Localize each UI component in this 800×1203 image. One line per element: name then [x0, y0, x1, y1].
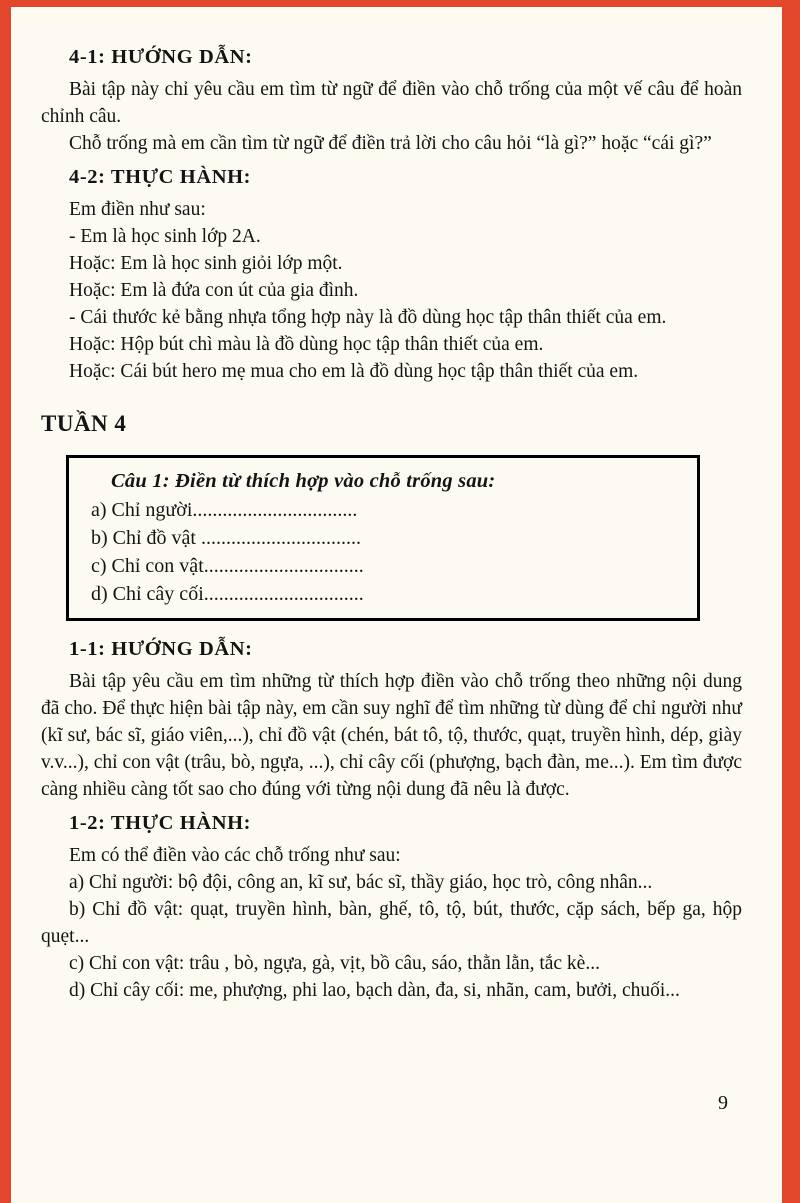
exercise-item: a) Chỉ người................................. — [91, 499, 358, 521]
week-title: TUẦN 4 — [41, 411, 127, 436]
answer-item: c) Chỉ con vật: trâu , bò, ngựa, gà, vịt, bồ câu, sáo, thằn lằn, tắc kè... — [69, 953, 600, 974]
section-4-1-heading: 4-1: HƯỚNG DẪN: — [69, 46, 253, 68]
paragraph: Em có thể điền vào các chỗ trống như sau: — [69, 845, 401, 866]
section-1-2-heading: 1-2: THỰC HÀNH: — [69, 812, 252, 834]
page-number: 9 — [718, 1092, 728, 1114]
exercise-item: c) Chỉ con vật................................ — [91, 555, 364, 577]
book-page — [11, 7, 782, 1203]
section-4-2-heading: 4-2: THỰC HÀNH: — [69, 166, 252, 188]
answer-item: d) Chỉ cây cối: me, phượng, phi lao, bạch dàn, đa, si, nhãn, cam, bưởi, chuối... — [69, 980, 680, 1001]
paragraph: Chỗ trống mà em cần tìm từ ngữ để điền trả lời cho câu hỏi “là gì?” hoặc “cái gì?” — [69, 133, 712, 154]
exercise-box-title: Câu 1: Điền từ thích hợp vào chỗ trống sau: — [111, 470, 496, 492]
paragraph: - Cái thước kẻ bằng nhựa tổng hợp này là đồ dùng học tập thân thiết của em. — [69, 307, 667, 328]
answer-item: b) Chỉ đồ vật: quạt, truyền hình, bàn, ghế, tô, tộ, bút, thước, cặp sách, bếp ga, hộp quẹt... — [41, 899, 742, 947]
paragraph: Bài tập này chỉ yêu cầu em tìm từ ngữ để điền vào chỗ trống của một vế câu để hoàn chỉnh câu. — [41, 79, 742, 127]
paragraph: Hoặc: Em là đứa con út của gia đình. — [69, 280, 359, 301]
paragraph: Hoặc: Cái bút hero mẹ mua cho em là đồ dùng học tập thân thiết của em. — [69, 361, 639, 382]
section-1-1-heading: 1-1: HƯỚNG DẪN: — [69, 638, 253, 660]
answer-item: a) Chỉ người: bộ đội, công an, kĩ sư, bác sĩ, thầy giáo, học trò, công nhân... — [69, 872, 653, 893]
paragraph: Em điền như sau: — [69, 199, 206, 220]
paragraph: Hoặc: Em là học sinh giỏi lớp một. — [69, 253, 343, 274]
exercise-box — [66, 455, 700, 621]
exercise-item: d) Chỉ cây cối................................ — [91, 583, 364, 605]
paragraph: Bài tập yêu cầu em tìm những từ thích hợp điền vào chỗ trống theo những nội dung đã cho. Để thực hiện bài tập này, em cần suy nghĩ để tìm những từ dùng để chỉ người như (kĩ sư, bác sĩ, giáo viên,...), chỉ đồ vật (chén, bát tô, tộ, thước, quạt, truyền hình, dép, giày v.v...), chỉ con vật (trâu, bò, ngựa, ...), chỉ cây cối (phượng, bạch đàn, me...). Em tìm được càng nhiều càng tốt sao cho đúng với từng nội dung đã nêu là được. — [41, 671, 742, 800]
exercise-item: b) Chỉ đồ vật ................................ — [91, 527, 361, 549]
paragraph: Hoặc: Hộp bút chì màu là đồ dùng học tập thân thiết của em. — [69, 334, 544, 355]
paragraph: - Em là học sinh lớp 2A. — [69, 226, 261, 247]
